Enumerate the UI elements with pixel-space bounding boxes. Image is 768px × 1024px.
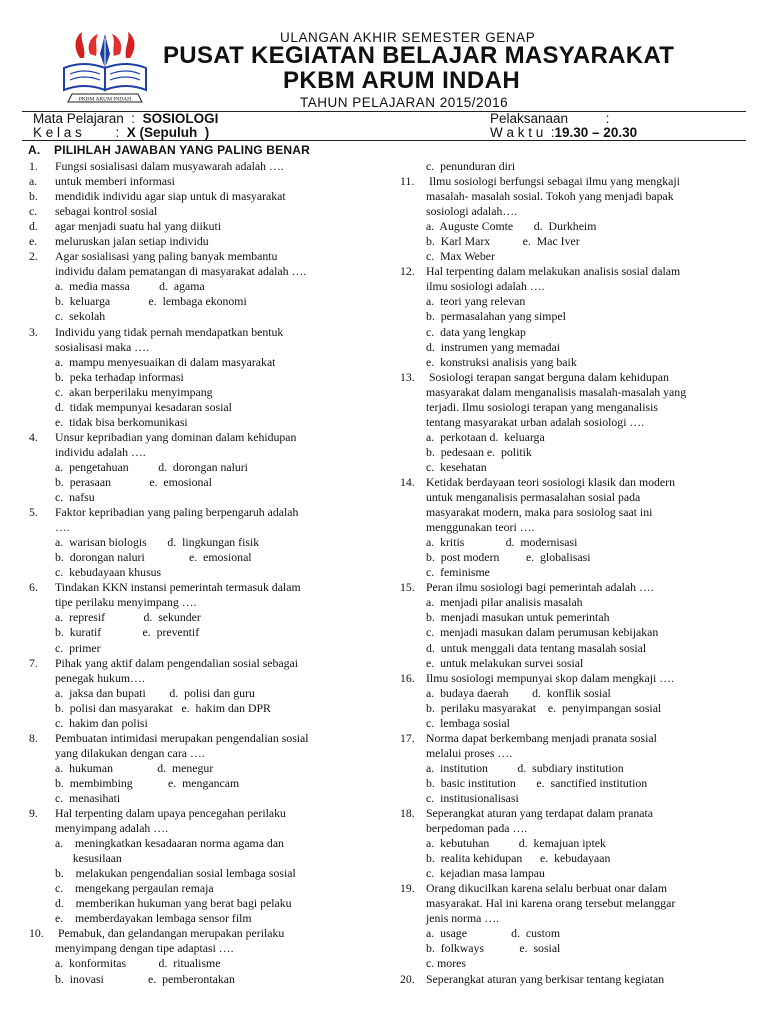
exam-subtitle: ULANGAN AKHIR SEMESTER GENAP: [280, 30, 536, 45]
question-line: [29, 656, 369, 671]
line-text: jenis norma ….: [426, 911, 500, 926]
line-text: b. polisi dan masyarakat e. hakim dan DPR: [55, 700, 271, 715]
line-text: b. peka terhadap informasi: [55, 369, 184, 384]
question-line: [29, 550, 369, 565]
class-value: X (Sepuluh ): [126, 125, 210, 140]
right-column: [400, 159, 740, 987]
line-number: a.: [29, 174, 38, 189]
line-text: a. kebutuhan d. kemajuan iptek: [426, 836, 606, 851]
line-text: b. inovasi e. pemberontakan: [55, 971, 235, 986]
line-text: d. tidak mempunyai kesadaran sosial: [55, 399, 232, 414]
question-line: [29, 836, 369, 851]
question-line: [29, 204, 369, 219]
subject-value: SOSIOLOGI: [142, 111, 219, 126]
question-line: [400, 836, 740, 851]
line-text: Hal terpenting dalam melakukan analisis sosial dalam: [426, 264, 681, 279]
line-text: c. menasihati: [55, 790, 121, 805]
question-line: [29, 219, 369, 234]
line-text: a. Auguste Comte d. Durkheim: [426, 219, 597, 234]
line-number: 11.: [400, 174, 415, 189]
line-text: c. menjadi masukan dalam perumusan kebijakan: [426, 625, 659, 640]
line-text: a. media massa d. agama: [55, 279, 205, 294]
line-text: d. memberikan hukuman yang berat bagi pelaku: [55, 896, 292, 911]
question-line: [400, 761, 740, 776]
line-text: b. permasalahan yang simpel: [426, 309, 566, 324]
line-text: b. Karl Marx e. Mac Iver: [426, 234, 580, 249]
line-text: c. feminisme: [426, 565, 490, 580]
line-text: b. keluarga e. lembaga ekonomi: [55, 294, 247, 309]
line-text: c. sekolah: [55, 309, 106, 324]
question-line: [29, 881, 369, 896]
line-text: Sosiologi terapan sangat berguna dalam kehidupan: [426, 369, 669, 384]
line-text: a. usage d. custom: [426, 926, 561, 941]
question-line: [400, 520, 740, 535]
question-line: [29, 701, 369, 716]
line-number: 6.: [29, 580, 38, 595]
section-heading: [28, 143, 310, 157]
question-line: [400, 264, 740, 279]
question-line: [29, 385, 369, 400]
line-text: terjadi. Ilmu sosiologi terapan yang menganalisis: [426, 399, 658, 414]
question-line: [29, 370, 369, 385]
question-line: [400, 385, 740, 400]
line-text: a. institution d. subdiary institution: [426, 760, 624, 775]
date-label: Pelaksanaan :: [490, 111, 610, 126]
line-text: a. pengetahuan d. dorongan naluri: [55, 459, 248, 474]
time-value: 19.30 – 20.30: [554, 125, 638, 140]
question-line: [29, 535, 369, 550]
line-text: Ilmu sosiologi berfungsi sebagai ilmu yang mengkaji: [426, 174, 680, 189]
question-line: [400, 806, 740, 821]
line-text: ilmu sosiologi adalah ….: [426, 279, 545, 294]
question-line: [400, 941, 740, 956]
question-line: [29, 866, 369, 881]
question-line: [29, 460, 369, 475]
question-line: [400, 911, 740, 926]
line-text: c. kesehatan: [426, 459, 487, 474]
line-text: c. mores: [426, 956, 466, 971]
line-text: masyarakat modern, maka para sosiolog saat ini: [426, 505, 653, 520]
question-line: [400, 776, 740, 791]
line-text: c. akan berperilaku menyimpang: [55, 384, 213, 399]
line-number: 7.: [29, 655, 38, 670]
line-text: d. instrumen yang memadai: [426, 339, 560, 354]
question-line: [400, 490, 740, 505]
question-line: [400, 249, 740, 264]
line-text: mendidik individu agar siap untuk di masyarakat: [55, 189, 286, 204]
question-line: [400, 701, 740, 716]
line-number: 3.: [29, 324, 38, 339]
line-number: 12.: [400, 264, 415, 279]
academic-year: TAHUN PELAJARAN 2015/2016: [300, 95, 509, 110]
line-text: a. budaya daerah d. konflik sosial: [426, 685, 611, 700]
line-text: Hal terpenting dalam upaya pencegahan perilaku: [55, 806, 286, 821]
line-text: b. pedesaan e. politik: [426, 444, 532, 459]
question-line: [29, 309, 369, 324]
line-number: 20.: [400, 971, 415, 986]
question-line: [400, 174, 740, 189]
line-text: c. lembaga sosial: [426, 715, 510, 730]
line-text: Pihak yang aktif dalam pengendalian sosial sebagai: [55, 655, 299, 670]
question-line: [29, 340, 369, 355]
line-text: a. konformitas d. ritualisme: [55, 956, 221, 971]
question-line: [29, 972, 369, 987]
question-line: [400, 430, 740, 445]
line-text: melalui proses ….: [426, 745, 513, 760]
line-text: Fungsi sosialisasi dalam musyawarah adalah ….: [55, 159, 284, 173]
class-label: K e l a s :: [33, 125, 120, 140]
line-text: c. primer: [55, 640, 101, 655]
line-text: b. perasaan e. emosional: [55, 474, 212, 489]
question-line: [29, 430, 369, 445]
question-line: [29, 731, 369, 746]
line-text: sosiologi adalah….: [426, 204, 518, 219]
line-text: kesusilaan: [55, 851, 122, 866]
question-line: [29, 445, 369, 460]
line-number: 17.: [400, 730, 415, 745]
line-text: Norma dapat berkembang menjadi pranata sosial: [426, 730, 657, 745]
line-text: ….: [55, 520, 70, 535]
question-line: [29, 490, 369, 505]
question-line: [400, 821, 740, 836]
line-number: b.: [29, 189, 38, 204]
line-text: Seperangkat aturan yang berkisar tentang kegiatan: [426, 971, 665, 986]
line-text: d. untuk menggali data tentang masalah sosial: [426, 640, 647, 655]
line-number: 13.: [400, 369, 415, 384]
line-number: 8.: [29, 730, 38, 745]
question-line: [400, 731, 740, 746]
question-line: [29, 174, 369, 189]
question-line: [29, 505, 369, 520]
line-number: 10.: [29, 926, 44, 941]
question-line: [29, 264, 369, 279]
line-text: Seperangkat aturan yang terdapat dalam pranata: [426, 806, 653, 821]
time-row: [490, 125, 637, 140]
line-text: sebagai kontrol sosial: [55, 204, 158, 219]
subject-row: [33, 111, 218, 126]
line-text: Individu yang tidak pernah mendapatkan bentuk: [55, 324, 284, 339]
question-line: [29, 956, 369, 971]
line-text: b. perilaku masyarakat e. penyimpangan sosial: [426, 700, 662, 715]
question-line: [400, 791, 740, 806]
question-line: [400, 370, 740, 385]
line-text: a. meningkatkan kesadaaran norma agama dan: [55, 836, 284, 851]
question-line: [29, 325, 369, 340]
line-text: b. menjadi masukan untuk pemerintah: [426, 610, 610, 625]
subject-label: Mata Pelajaran :: [33, 111, 136, 126]
line-number: 2.: [29, 249, 38, 264]
line-text: b. realita kehidupan e. kebudayaan: [426, 851, 611, 866]
line-number: c.: [29, 204, 38, 219]
time-label: W a k t u :: [490, 125, 555, 140]
line-text: b. melakukan pengendalian sosial lembaga sosial: [55, 866, 296, 881]
line-number: e.: [29, 234, 38, 249]
line-text: tentang masyarakat urban adalah sosiologi ….: [426, 414, 645, 429]
question-line: [400, 625, 740, 640]
question-line: [400, 415, 740, 430]
question-line: [400, 896, 740, 911]
line-text: Peran ilmu sosiologi bagi pemerintah adalah ….: [426, 580, 654, 595]
line-text: tipe perilaku menyimpang ….: [55, 595, 197, 610]
line-number: 9.: [29, 806, 38, 821]
date-row: [490, 111, 609, 126]
line-text: b. kuratif e. preventif: [55, 625, 200, 640]
line-number: 5.: [29, 505, 38, 520]
question-line: [29, 565, 369, 580]
line-number: 15.: [400, 580, 415, 595]
line-text: Pemabuk, dan gelandangan merupakan perilaku: [55, 926, 285, 941]
section-letter: A.: [28, 143, 41, 157]
line-number: 16.: [400, 670, 415, 685]
question-line: [400, 219, 740, 234]
line-text: b. basic institution e. sanctified institution: [426, 775, 648, 790]
question-line: [400, 686, 740, 701]
question-line: [400, 866, 740, 881]
question-line: [400, 641, 740, 656]
line-text: a. jaksa dan bupati d. polisi dan guru: [55, 685, 255, 700]
question-line: [29, 746, 369, 761]
question-line: [400, 881, 740, 896]
question-line: [400, 851, 740, 866]
question-line: [400, 972, 740, 987]
line-text: a. hukuman d. menegur: [55, 760, 214, 775]
line-text: a. perkotaan d. keluarga: [426, 429, 545, 444]
question-line: [29, 851, 369, 866]
line-text: c. mengekang pergaulan remaja: [55, 881, 214, 896]
line-text: c. penunduran diri: [426, 159, 516, 173]
question-line: [400, 189, 740, 204]
line-text: masalah- masalah sosial. Tokoh yang menjadi bapak: [426, 189, 674, 204]
question-line: [29, 625, 369, 640]
question-line: [400, 400, 740, 415]
question-line: [29, 400, 369, 415]
question-line: [29, 761, 369, 776]
question-line: [29, 249, 369, 264]
line-text: e. tidak bisa berkomunikasi: [55, 414, 188, 429]
line-text: c. kebudayaan khusus: [55, 565, 162, 580]
line-text: Agar sosialisasi yang paling banyak membantu: [55, 249, 278, 264]
line-text: c. data yang lengkap: [426, 324, 526, 339]
line-text: Pembuatan intimidasi merupakan pengendalian sosial: [55, 730, 309, 745]
line-text: a. teori yang relevan: [426, 294, 526, 309]
class-row: [33, 125, 209, 140]
line-text: c. nafsu: [55, 490, 95, 505]
line-text: b. post modern e. globalisasi: [426, 550, 591, 565]
question-line: [29, 294, 369, 309]
question-line: [400, 580, 740, 595]
institution-title: PUSAT KEGIATAN BELAJAR MASYARAKAT: [163, 42, 675, 69]
line-text: agar menjadi suatu hal yang diikuti: [55, 219, 222, 234]
line-text: b. membimbing e. mengancam: [55, 775, 240, 790]
line-text: sosialisasi maka ….: [55, 339, 150, 354]
question-line: [29, 610, 369, 625]
question-line: [29, 686, 369, 701]
question-line: [29, 716, 369, 731]
question-line: [29, 234, 369, 249]
line-text: a. menjadi pilar analisis masalah: [426, 595, 583, 610]
question-line: [29, 580, 369, 595]
line-text: untuk menganalisis permasalahan sosial pada: [426, 490, 641, 505]
line-text: Faktor kepribadian yang paling berpengaruh adalah: [55, 505, 299, 520]
line-text: berpedoman pada ….: [426, 821, 528, 836]
line-text: c. Max Weber: [426, 249, 495, 264]
line-text: Tindakan KKN instansi pemerintah termasuk dalam: [55, 580, 301, 595]
left-column: [29, 159, 369, 987]
line-text: c. hakim dan polisi: [55, 715, 148, 730]
question-line: [29, 896, 369, 911]
logo-banner-text: PKBM ARUM INDAH: [78, 96, 132, 103]
question-line: [400, 671, 740, 686]
line-text: a. mampu menyesuaikan di dalam masyarakat: [55, 354, 276, 369]
line-number: 18.: [400, 806, 415, 821]
line-text: c. kejadian masa lampau: [426, 866, 545, 881]
question-line: [400, 325, 740, 340]
question-line: [400, 505, 740, 520]
line-text: b. folkways e. sosial: [426, 941, 561, 956]
line-text: e. untuk melakukan survei sosial: [426, 655, 584, 670]
line-text: meluruskan jalan setiap individu: [55, 234, 209, 249]
question-line: [400, 340, 740, 355]
question-line: [29, 641, 369, 656]
question-line: [29, 941, 369, 956]
question-line: [400, 535, 740, 550]
question-line: [400, 204, 740, 219]
question-line: [400, 355, 740, 370]
line-text: menyimpang adalah ….: [55, 821, 169, 836]
question-line: [29, 926, 369, 941]
line-text: individu dalam pematangan di masyarakat adalah ….: [55, 264, 307, 279]
line-text: Ilmu sosiologi mempunyai skop dalam mengkaji ….: [426, 670, 675, 685]
line-text: b. dorongan naluri e. emosional: [55, 550, 252, 565]
question-line: [400, 656, 740, 671]
question-line: [29, 776, 369, 791]
question-line: [29, 159, 369, 174]
question-line: [400, 475, 740, 490]
question-line: [400, 595, 740, 610]
line-text: a. kritis d. modernisasi: [426, 535, 578, 550]
line-number: 19.: [400, 881, 415, 896]
line-number: 14.: [400, 474, 415, 489]
question-line: [400, 956, 740, 971]
question-line: [400, 610, 740, 625]
question-line: [400, 234, 740, 249]
line-text: e. memberdayakan lembaga sensor film: [55, 911, 252, 926]
question-line: [400, 445, 740, 460]
line-text: a. warisan biologis d. lingkungan fisik: [55, 535, 260, 550]
line-number: 1.: [29, 159, 38, 173]
question-line: [400, 460, 740, 475]
question-line: [400, 926, 740, 941]
question-line: [400, 309, 740, 324]
line-text: yang dilakukan dengan cara ….: [55, 745, 205, 760]
question-line: [29, 671, 369, 686]
line-number: 4.: [29, 429, 38, 444]
line-text: c. institusionalisasi: [426, 790, 519, 805]
question-line: [400, 565, 740, 580]
question-line: [29, 189, 369, 204]
question-line: [400, 279, 740, 294]
institution-name: PKBM ARUM INDAH: [283, 67, 521, 94]
question-line: [400, 294, 740, 309]
question-line: [29, 520, 369, 535]
line-text: masyarakat dalam menganalisis masalah-masalah yang: [426, 384, 687, 399]
line-text: menggunakan teori ….: [426, 520, 535, 535]
question-line: [29, 595, 369, 610]
line-text: menyimpang dengan tipe adaptasi ….: [55, 941, 234, 956]
line-text: penegak hukum….: [55, 670, 145, 685]
question-line: [29, 415, 369, 430]
line-text: e. konstruksi analisis yang baik: [426, 354, 577, 369]
line-text: masyarakat. Hal ini karena orang tersebut melanggar: [426, 896, 676, 911]
info-divider: [22, 140, 746, 141]
question-line: [29, 475, 369, 490]
line-number: d.: [29, 219, 38, 234]
question-line: [29, 355, 369, 370]
question-line: [29, 911, 369, 926]
line-text: a. represif d. sekunder: [55, 610, 201, 625]
question-line: [400, 716, 740, 731]
question-line: [29, 791, 369, 806]
question-line: [400, 550, 740, 565]
question-line: [29, 806, 369, 821]
line-text: untuk memberi informasi: [55, 174, 175, 189]
line-text: individu adalah ….: [55, 444, 146, 459]
question-line: [29, 821, 369, 836]
question-line: [29, 279, 369, 294]
line-text: Unsur kepribadian yang dominan dalam kehidupan: [55, 429, 297, 444]
pkbm-logo-icon: [50, 28, 160, 108]
section-title-text: PILIHLAH JAWABAN YANG PALING BENAR: [54, 143, 310, 157]
question-line: [400, 159, 740, 174]
line-text: Ketidak berdayaan teori sosiologi klasik dan modern: [426, 474, 675, 489]
line-text: Orang dikucilkan karena selalu berbuat onar dalam: [426, 881, 668, 896]
question-line: [400, 746, 740, 761]
